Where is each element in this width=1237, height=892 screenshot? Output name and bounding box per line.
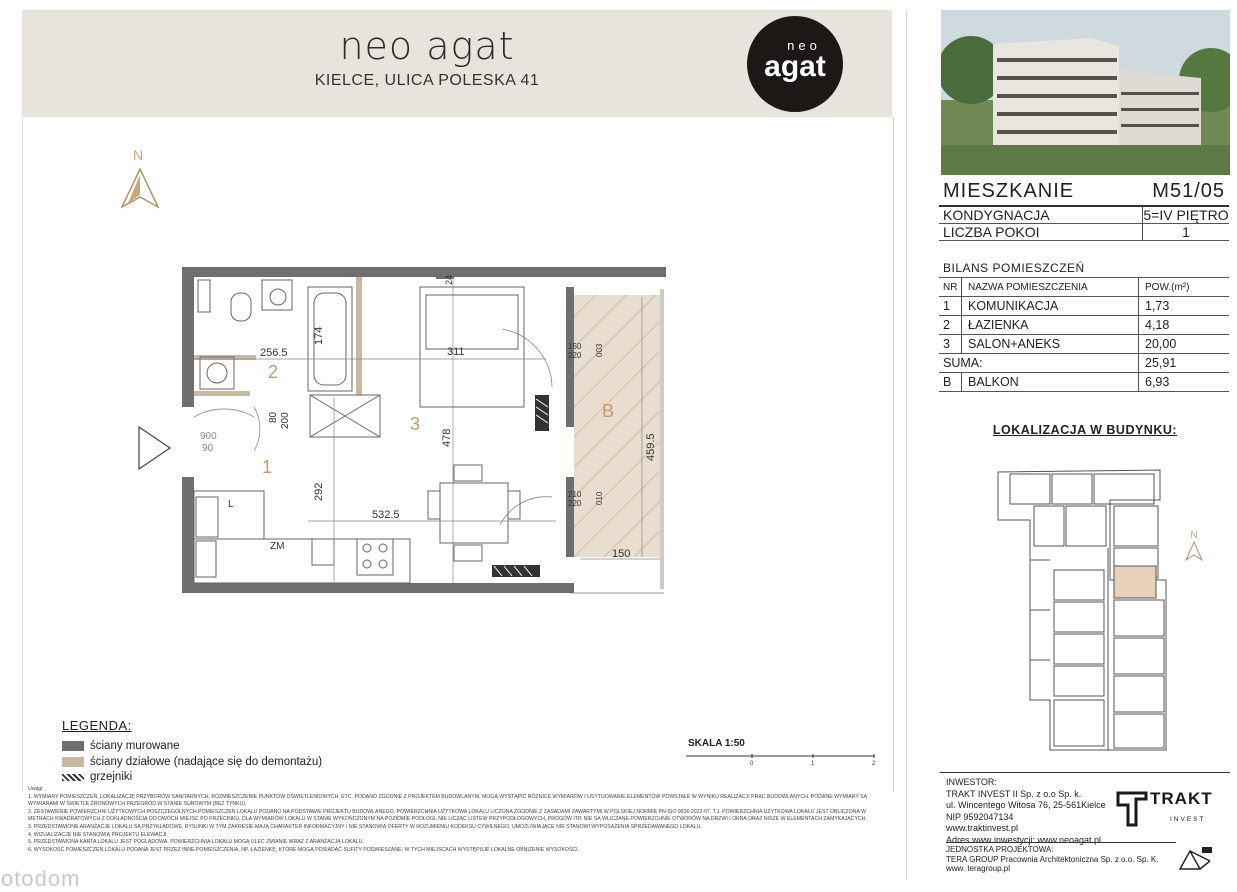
investor-title: INWESTOR: <box>946 777 997 787</box>
room-balance-table <box>939 277 1229 392</box>
neo-agat-logo <box>747 16 843 112</box>
row-nr: 2 <box>939 316 962 334</box>
dim-24: 24 <box>444 274 454 285</box>
fridge-label: L <box>228 499 234 510</box>
location-north-icon <box>1186 542 1202 560</box>
divider <box>906 10 907 880</box>
location-title: LOKALIZACJA W BUDYNKU: <box>992 423 1178 437</box>
sum-row <box>939 354 1229 373</box>
invest-logo-text: INVEST <box>1170 816 1206 823</box>
trakt-logo-icon <box>1116 789 1150 829</box>
row-area: 1,73 <box>1145 299 1170 313</box>
dim-311: 311 <box>447 346 465 358</box>
dim-174: 174 <box>313 326 325 345</box>
dim-200: 200 <box>280 412 291 429</box>
legend-item-radiator <box>62 771 132 783</box>
dim-478: 478 <box>441 428 453 447</box>
note-line: 2. ZESTAWIENIE POWIERZCHNI UŻYTKOWYCH POSZCZEGÓLNYCH POMIESZCZEŃ LOKALU PODANO NA PODSTAWIE PROJEKTU BUDOWLANEGO. POWIERZCHNIA UŻYTKOWA LOKALU LICZONA ZGODNIE Z ZASADAMI ZAWARTYMI W POLSKIEJ NORMIE PN-ISO 9836:2022-07, T.J. POWIERZCHNIA UŻYTKOWA LOKALU JEST OBLICZONA W METRACH KWADRATOWYCH Z DOKŁADNOŚCIĄ DO DWÓCH MIEJSC PO PRZECINKU, DLA WYMIARÓW LOKALU W STANIE WYKOŃCZONYM NA POZIOMIE PODŁOGI, NIE LICZĄC LISTEW PRZYPODŁOGOWYCH, PROGÓW ITP. NIE SĄ WLICZANE POWIERZCHNIE OTWORÓW NA DRZWI I OKNA ORAZ NISZE W ELEMENTACH ZAMYKAJĄCYCH. <box>28 808 867 823</box>
legend-label: grzejniki <box>90 771 133 783</box>
design-office-text <box>946 842 1176 874</box>
window-150: 150 <box>568 342 582 351</box>
investor-line: TRAKT INVEST II Sp. z o.o Sp. k. <box>946 788 1082 799</box>
apartment-header <box>939 176 1229 207</box>
apartment-code: M51/05 <box>1152 180 1225 202</box>
row-area: 20,00 <box>1145 337 1177 351</box>
scale-tick-1: 1 <box>811 761 815 767</box>
balcony-area-value: 6,93 <box>1145 375 1170 389</box>
apartment-label: MIESZKANIE <box>943 180 1075 202</box>
design-line[interactable]: www. teragroup.pl <box>946 864 1011 873</box>
row-nr: 3 <box>939 335 962 353</box>
dim-292: 292 <box>313 482 325 501</box>
header-banner <box>22 10 892 117</box>
note-line: 4. WIZUALIZACJE NIE STANOWIĄ PROJEKTU ELEWACJI. <box>28 831 168 838</box>
kitchen-fixtures <box>194 491 410 583</box>
balcony-nr: B <box>939 373 962 391</box>
investor-text <box>946 777 1106 846</box>
investor-line[interactable]: www.traktinvest.pl <box>946 823 1019 833</box>
apartment-highlight <box>1114 566 1156 598</box>
floor-plan <box>22 117 892 717</box>
window-010: 010 <box>595 491 604 505</box>
room-number-1: 1 <box>262 457 273 477</box>
window-003: 003 <box>595 343 604 357</box>
sum-label: SUMA: <box>939 354 1139 372</box>
table-row <box>939 335 1229 354</box>
dim-90: 90 <box>202 443 214 454</box>
logo-agat-text: agat <box>764 50 826 83</box>
head-nr: NR <box>939 278 962 296</box>
apartment-row-floor <box>939 207 1229 224</box>
note-line: 5. PRZEDSTAWIONA KARTA LOKALU JEST POGLĄDOWA. POWIERZCHNIA LOKALU MOGĄ ULEC ZMIANIE WRAZ Z ARANŻACJĄ LOKALU. <box>28 839 364 846</box>
table-row <box>939 316 1229 335</box>
legend-item-masonry <box>62 740 179 752</box>
radiator-icons <box>492 395 549 577</box>
tera-group-logo-icon <box>1176 845 1216 871</box>
legend-title: LEGENDA: <box>62 718 132 733</box>
window-210: 210 <box>568 490 582 499</box>
row-name: KOMUNIKACJA <box>962 297 1139 315</box>
floor-label: KONDYGNACJA <box>939 207 1143 223</box>
scale-label: SKALA 1:50 <box>688 738 745 749</box>
building-visualization <box>941 10 1230 175</box>
floor-value: 5=IV PIĘTRO <box>1143 207 1229 223</box>
table-row <box>939 297 1229 316</box>
notes <box>28 786 888 854</box>
row-area: 4,18 <box>1145 318 1170 332</box>
radiator-swatch <box>62 774 84 781</box>
head-name: NAZWA POMIESZCZENIA <box>962 278 1139 296</box>
window-220b: 220 <box>568 499 582 508</box>
note-line: 6. WYSOKOŚĆ POMIESZCZEŃ LOKALU PODANA JEST PRZEZ INNE POMIESZCZENIA, NP. ŁAZIENKĘ, KTÓRE MOGĄ POSIADAĆ SUFITY PODWIESZANE, W TYCH MIEJSCACH WYSTĘPUJE LOKALNE OBNIŻENIE WYSOKOŚCI. <box>28 846 580 853</box>
note-line: 3. PRZEDSTAWIONE ARANŻACJE LOKALU SĄ PRZYKŁADOWE, RYSUNKI W TYM ZAKRESIE MAJĄ CHARAKTER INFORMACYJNY I NIE STANOWIĄ OFERTY W ROZUMIENIU KODEKSU CYWILNEGO, UMOŻLIWIAJĄCE NIE STANOWI WYPOSAŻENIA SPRZEDAWANEGO LOKALU. <box>28 823 702 830</box>
logo-neo-text: neo <box>787 38 821 53</box>
investor-line[interactable]: Adres www inwestycji: www.neoagat.pl <box>946 834 1102 845</box>
note-line: 1. WYMIARY POMIESZCZEŃ, LOKALIZACJĘ PRZYBORÓW SANITARNYCH, ROZMIESZCZENIE PUNKTÓW OŚWIETLENIOWYCH, ETC. PODANO ZGODNIE Z PROJEKTEM BUDOWLANYM. MOGĄ WYSTĄPIĆ RÓŻNICE WYMIARÓW I USYTUOWANIE ELEMENTÓW POWSTAŁE W WYNIKU REALIZACJI PRAC BUDOWLANYCH. PODANE WYMIARY SĄ WYMIARAMI W ŚWIETLE ŻRONOWYCH PRZEGRÓD W STANIE SUROWYM (BEZ TYNKU). <box>28 793 868 808</box>
masonry-swatch <box>62 741 84 751</box>
scale-tick-0: 0 <box>750 761 754 767</box>
dim-150: 150 <box>612 548 631 560</box>
apartment-info-box <box>939 176 1229 241</box>
design-line: JEDNOSTKA PROJEKTOWA: <box>946 845 1054 854</box>
room-balance-title: BILANS POMIESZCZEŃ <box>943 261 1085 275</box>
partition-swatch <box>62 757 84 767</box>
row-name: SALON+ANEKS <box>962 335 1139 353</box>
legend-item-partition <box>62 756 322 768</box>
investor-line: ul. Wincentego Witosa 76, 25-561Kielce <box>946 800 1106 810</box>
head-area: POW.(m²) <box>1145 281 1190 293</box>
row-nr: 1 <box>939 297 962 315</box>
north-arrow-icon <box>122 147 158 207</box>
room-number-3: 3 <box>410 414 421 434</box>
dim-80: 80 <box>268 411 279 423</box>
row-name: ŁAZIENKA <box>962 316 1139 334</box>
sum-value: 25,91 <box>1145 356 1177 370</box>
watermark: otodom <box>1 866 81 891</box>
legend-label: ściany murowane <box>90 740 180 752</box>
design-line: TERA GROUP Pracownia Architektoniczna Sp. z o.o. Sp. K. <box>946 854 1159 864</box>
trakt-invest-logo <box>1116 787 1226 827</box>
investor-line: NIP 9592047134 <box>946 811 1014 822</box>
window-220a: 220 <box>568 351 582 360</box>
notes-title: Uwagi: <box>28 786 44 792</box>
balcony-rail <box>660 289 664 589</box>
location-north-label: N <box>1190 530 1198 541</box>
trakt-logo-text: TRAKT <box>1150 789 1213 808</box>
investor-box <box>940 772 1230 873</box>
balcony-name: BALKON <box>962 373 1139 391</box>
entry-arrow-icon <box>139 427 170 469</box>
scale-tick-2: 2 <box>872 761 876 767</box>
rooms-value: 1 <box>1182 224 1190 240</box>
balcony-row <box>939 373 1229 392</box>
room-number-b: B <box>602 401 615 421</box>
dishwasher-label: ZM <box>270 541 285 552</box>
apartment-row-rooms <box>939 224 1229 241</box>
legend-label: ściany działowe (nadające się do demontażu) <box>90 756 323 768</box>
dim-532-5: 532.5 <box>372 509 400 521</box>
room-number-2: 2 <box>268 362 279 382</box>
north-label: N <box>132 147 144 163</box>
brand-title: neo agat <box>339 24 515 68</box>
dim-256-5: 256.5 <box>260 347 288 359</box>
building-location-plan <box>990 460 1210 752</box>
scale-bar <box>686 752 882 768</box>
table-header <box>939 278 1229 297</box>
dim-900: 900 <box>200 431 217 442</box>
brand-address: KIELCE, ULICA POLESKA 41 <box>314 72 540 89</box>
dim-459-5: 459.5 <box>645 433 657 461</box>
rooms-label: LICZBA POKOI <box>939 224 1143 240</box>
